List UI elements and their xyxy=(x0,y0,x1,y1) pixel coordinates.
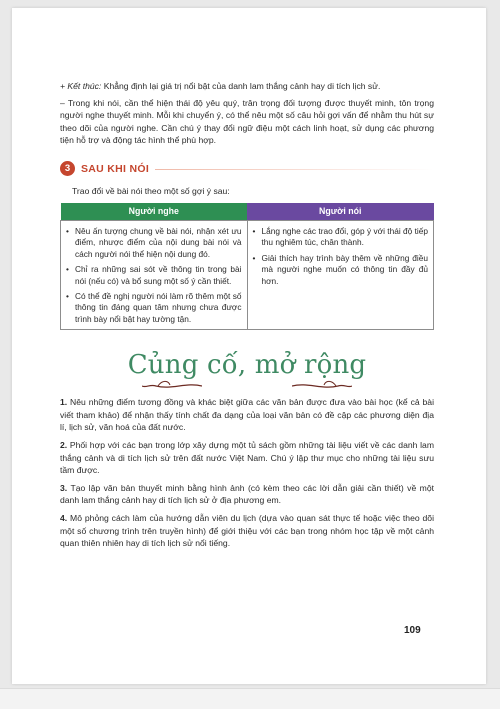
list-item xyxy=(253,253,429,287)
page-number: 109 xyxy=(404,625,421,636)
section-divider xyxy=(155,169,434,170)
section-intro: Trao đổi về bài nói theo một số gợi ý sau: xyxy=(72,185,230,196)
page-content xyxy=(60,80,434,550)
exercise-text: Phối hợp với các bạn trong lớp xây dựng một tủ sách gồm những tài liệu viết về các danh lam thắng cảnh và di tích lịch sử trên đất nước Việt Nam. Chú ý lập thư mục cho những tài liệu sưu tầm được. xyxy=(60,440,434,476)
exercise-item xyxy=(60,512,434,550)
speaking-tips-paragraph: – Trong khi nói, cần thể hiện thái độ yêu quý, trân trọng đối tượng được thuyết minh, tôn trọng người nghe thuyết minh. Mỗi khi chuyển ý, có thể nêu một số câu hỏi gợi vấn để nhằm thu hút sự theo dõi của người nghe. Cần chú ý thay đổi ngữ điệu một cách linh hoạt, sử dụng các phương tiện hỗ trợ và động tác hình thể phù hợp. xyxy=(60,97,434,146)
right-ornament-icon xyxy=(292,380,352,392)
bullet-icon: • xyxy=(66,264,69,275)
speaker-bullet-text: Lắng nghe các trao đổi, góp ý với thái độ tiếp thu nghiêm túc, chân thành. xyxy=(261,225,428,248)
bullet-icon: • xyxy=(252,252,256,263)
listener-bullet-text: Có thể đề nghị người nói làm rõ thêm một số thông tin đáng quan tâm nhưng chưa được trình bày nổi bật hay tường tận. xyxy=(75,291,242,324)
section-number-badge: 3 xyxy=(60,161,75,176)
bullet-icon: • xyxy=(66,225,69,236)
bullet-icon: • xyxy=(252,225,256,236)
list-item xyxy=(66,291,242,325)
conclusion-label: + Kết thúc: xyxy=(60,81,102,91)
exercise-text: Tạo lập văn bản thuyết minh bằng hình ảnh (có kèm theo các lời dẫn giải cần thiết) về một danh lam thắng cảnh hay di tích lịch sử ở địa phương em. xyxy=(60,482,434,506)
list-item xyxy=(253,226,429,249)
left-ornament-icon xyxy=(142,380,202,392)
exercise-list xyxy=(60,396,434,550)
conclusion-text: Khẳng định lại giá trị nổi bật của danh lam thắng cảnh hay di tích lịch sử. xyxy=(101,81,381,91)
exercise-text: Nêu những điểm tương đồng và khác biệt giữa các văn bản được đưa vào bài học (kể cả bài viết tham khảo) để nhận thấy tính chất đa dạng của loại văn bản có đề cập các phương diện địa lí, lịch sử, văn hoá của đất nước. xyxy=(60,397,434,433)
exercise-item xyxy=(60,439,434,477)
listener-column-header: Người nghe xyxy=(61,203,248,221)
consolidation-title: Củng cố, mở rộng xyxy=(127,350,367,381)
section-title: SAU KHI NÓI xyxy=(81,162,150,175)
section-header xyxy=(60,161,434,177)
exercise-item xyxy=(60,396,434,434)
listener-bullet-text: Chỉ ra những sai sót về thông tin trong bài nói (nếu có) và bổ sung một số ý cần thiết. xyxy=(75,264,242,286)
exercise-number: 1. xyxy=(60,397,68,408)
exercise-number: 2. xyxy=(60,440,68,450)
exercise-text: Mô phỏng cách làm của hướng dẫn viên du lịch (dựa vào quan sát thực tế hoặc việc theo dõi một số chương trình trên truyền hình) để giới thiệu với các bạn trong nhóm học tập về một cảnh quan thiên nhiên hay di tích lịch sử nổi tiếng. xyxy=(60,512,434,549)
speaker-cell xyxy=(247,220,434,329)
exercise-item xyxy=(60,482,434,507)
conclusion-paragraph xyxy=(60,80,434,93)
viewer-bottom-strip xyxy=(0,688,500,709)
listener-cell xyxy=(61,220,248,329)
listener-bullet-text: Nêu ấn tượng chung về bài nói, nhận xét ưu điểm, nhược điểm của nội dung bài nói và cách người nói thể hiện nội dung đó. xyxy=(75,225,242,259)
consolidation-heading xyxy=(60,350,434,396)
list-item xyxy=(66,226,242,260)
book-page xyxy=(12,8,486,684)
speaker-bullet-text: Giải thích hay trình bày thêm về những điều mà người nghe muốn có thông tin đầy đủ hơn. xyxy=(261,252,428,286)
list-item xyxy=(66,264,242,287)
exercise-number: 4. xyxy=(60,512,68,523)
exercise-number: 3. xyxy=(60,482,68,493)
speaker-column-header: Người nói xyxy=(247,203,434,221)
discussion-table xyxy=(60,203,434,330)
bullet-icon: • xyxy=(66,291,69,301)
